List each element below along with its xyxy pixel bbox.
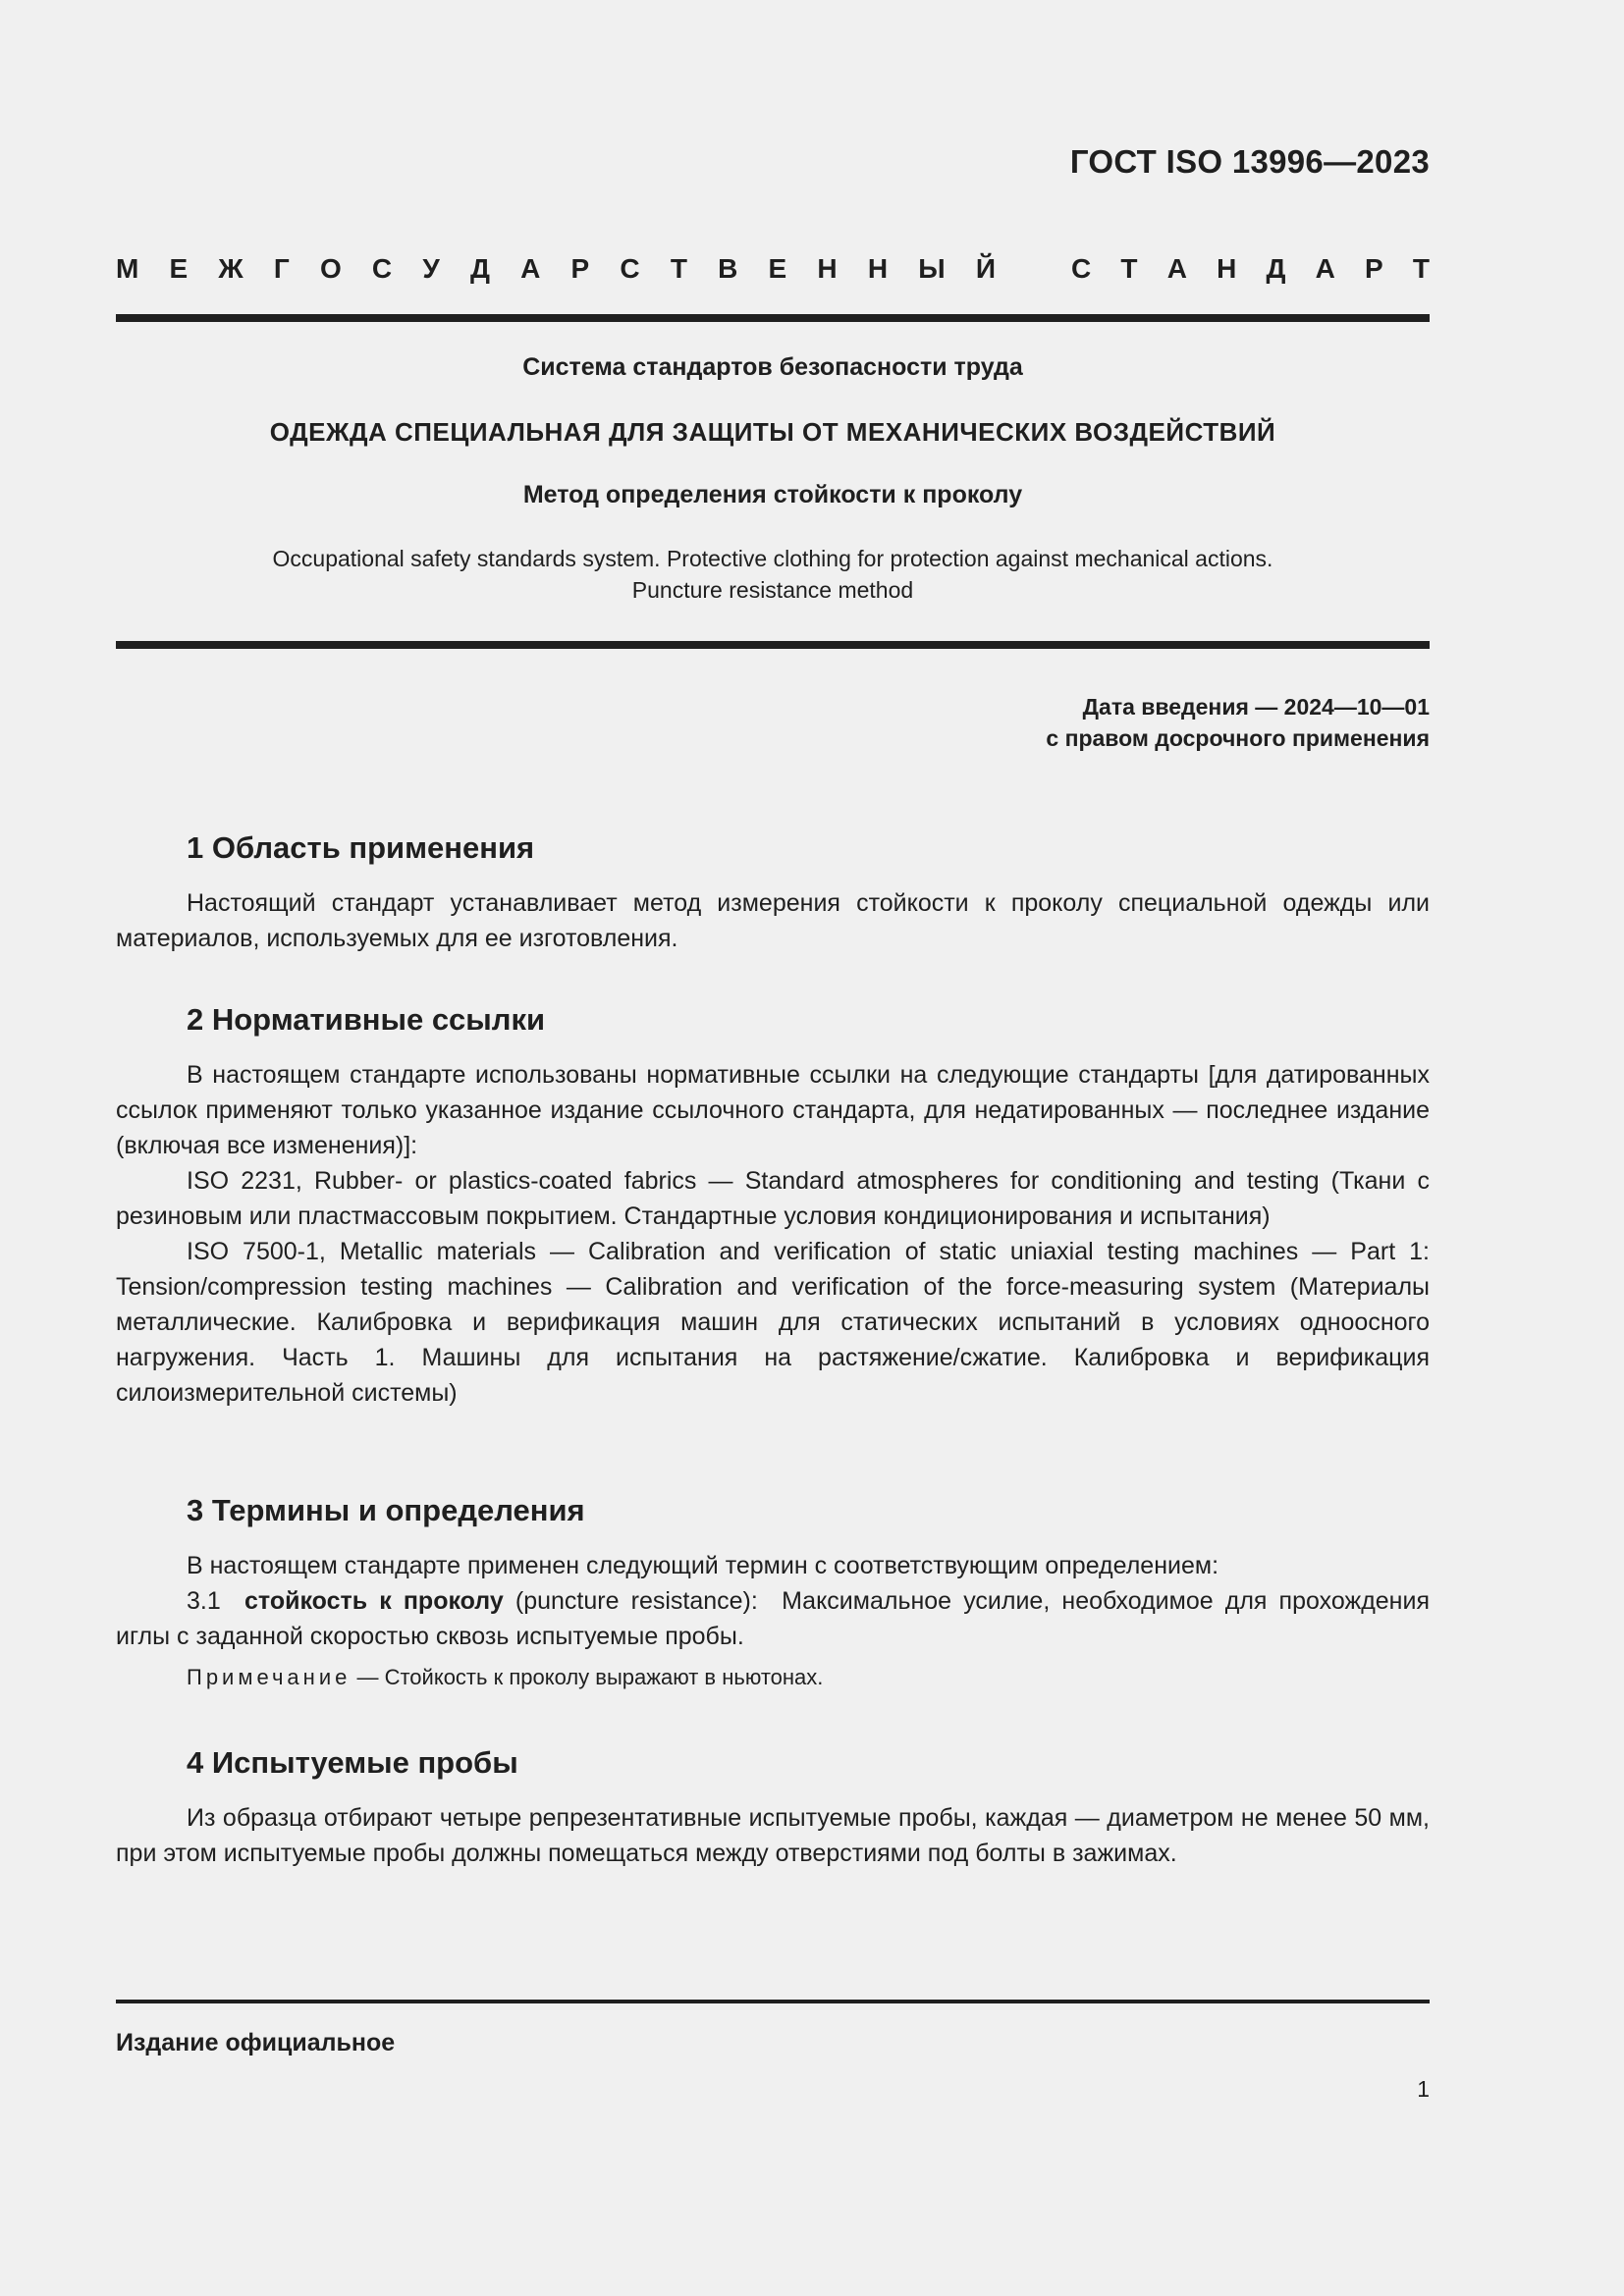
- section-heading: 1 Область применения: [187, 830, 535, 865]
- reference-iso-2231: ISO 2231, Rubber- or plastics-coated fabrics — Standard atmospheres for conditioning and testing (Ткани с резиновым или пластмассовым покрытием. Стандартные условия кондиционирования и испытания): [116, 1167, 1430, 1230]
- banner-letter: Н: [867, 253, 889, 284]
- banner-letter: М: [116, 253, 139, 284]
- section-heading: 2 Нормативные ссылки: [187, 1002, 546, 1037]
- banner-letter: Р: [570, 253, 590, 284]
- banner-letter: Г: [273, 253, 290, 284]
- banner-letter: У: [422, 253, 440, 284]
- banner-letter: Е: [768, 253, 787, 284]
- term: стойкость к проколу: [244, 1587, 504, 1615]
- english-title-line-1: Occupational safety standards system. Protective clothing for protection against mechanical actions.: [272, 546, 1273, 571]
- main-title: ОДЕЖДА СПЕЦИАЛЬНАЯ ДЛЯ ЗАЩИТЫ ОТ МЕХАНИЧЕСКИХ ВОЗДЕЙСТВИЙ: [269, 417, 1276, 447]
- english-title-line-2: Puncture resistance method: [631, 577, 914, 603]
- page-number: 1: [1417, 2076, 1430, 2102]
- banner-letter: Ж: [218, 253, 244, 284]
- term-definition-text: Максимальное усилие, необходимое для прохождения иглы с заданной скоростью сквозь испытуемые пробы.: [116, 1587, 1430, 1650]
- official-edition-label: Издание официальное: [116, 2029, 396, 2056]
- footer-rule: [116, 2000, 1430, 2003]
- banner-letter: Н: [817, 253, 838, 284]
- term-english: (puncture resistance):: [514, 1587, 758, 1615]
- section-heading: 3 Термины и определения: [187, 1493, 585, 1527]
- introduction-date-block: [1046, 691, 1430, 754]
- banner-letter: С: [1071, 253, 1092, 284]
- banner-letter: С: [620, 253, 640, 284]
- banner-letter: А: [1166, 253, 1187, 284]
- paragraph: Настоящий стандарт устанавливает метод измерения стойкости к проколу специальной одежды или материалов, используемых для ее изготовления.: [116, 889, 1430, 952]
- banner-letter: Т: [1412, 253, 1430, 284]
- paragraph: Из образца отбирают четыре репрезентативные испытуемые пробы, каждая — диаметром не менее 50 мм, при этом испытуемые пробы должны помещаться между отверстиями под болты в зажимах.: [116, 1804, 1430, 1867]
- paragraph: В настоящем стандарте применен следующий термин с соответствующим определением:: [187, 1552, 1219, 1579]
- document-number: ГОСТ ISO 13996—2023: [1069, 143, 1430, 180]
- banner-letter: Ы: [918, 253, 946, 284]
- note: [116, 1660, 1430, 1695]
- banner-letter: С: [371, 253, 393, 284]
- banner-letter: Н: [1217, 253, 1237, 284]
- banner-letter: Й: [975, 253, 996, 284]
- method-title: Метод определения стойкости к проколу: [522, 481, 1023, 508]
- paragraph: В настоящем стандарте использованы нормативные ссылки на следующие стандарты [для датированных ссылок применяют только указанное издание ссылочного стандарта, для недатированных — последнее издание (включая все изменения)]:: [116, 1061, 1430, 1159]
- banner-letter: Е: [169, 253, 189, 284]
- banner-letter: О: [319, 253, 342, 284]
- banner-letter: Т: [1120, 253, 1138, 284]
- standards-system-title: Система стандартов безопасности труда: [522, 353, 1023, 381]
- term-definition: [116, 1583, 1430, 1654]
- top-rule: [116, 314, 1430, 322]
- note-text: — Стойкость к проколу выражают в ньютонах.: [356, 1665, 824, 1689]
- section-terms-definitions: [116, 1493, 1430, 1695]
- banner-letter: В: [718, 253, 738, 284]
- interstate-word: [116, 253, 996, 285]
- interstate-standard-banner: [116, 253, 1430, 285]
- section-scope: [116, 830, 1430, 956]
- title-bottom-rule: [116, 641, 1430, 649]
- note-label: Примечание: [187, 1665, 352, 1689]
- document-page: [116, 0, 1430, 2296]
- section-test-specimens: [116, 1745, 1430, 1871]
- banner-letter: Д: [469, 253, 490, 284]
- banner-letter: А: [1315, 253, 1335, 284]
- early-application-note: с правом досрочного применения: [1046, 725, 1430, 751]
- banner-letter: А: [520, 253, 541, 284]
- banner-letter: Р: [1365, 253, 1383, 284]
- section-heading: 4 Испытуемые пробы: [187, 1745, 518, 1780]
- section-normative-references: [116, 1002, 1430, 1411]
- introduction-date: Дата введения — 2024—10—01: [1082, 694, 1430, 720]
- banner-letter: Т: [670, 253, 687, 284]
- term-number: 3.1: [187, 1587, 221, 1615]
- english-title: [116, 543, 1430, 606]
- reference-iso-7500-1: ISO 7500-1, Metallic materials — Calibration and verification of static uniaxial testing machines — Part 1: Tension/compression testing machines — Calibration and verification of the force-measuring system (Материалы металлические. Калибровка и верификация машин для статических испытаний в условиях одноосного нагружения. Часть 1. Машины для испытания на растяжение/сжатие. Калибровка и верификация силоизмерительной системы): [116, 1238, 1430, 1407]
- standard-word: [1071, 253, 1430, 285]
- banner-letter: Д: [1266, 253, 1286, 284]
